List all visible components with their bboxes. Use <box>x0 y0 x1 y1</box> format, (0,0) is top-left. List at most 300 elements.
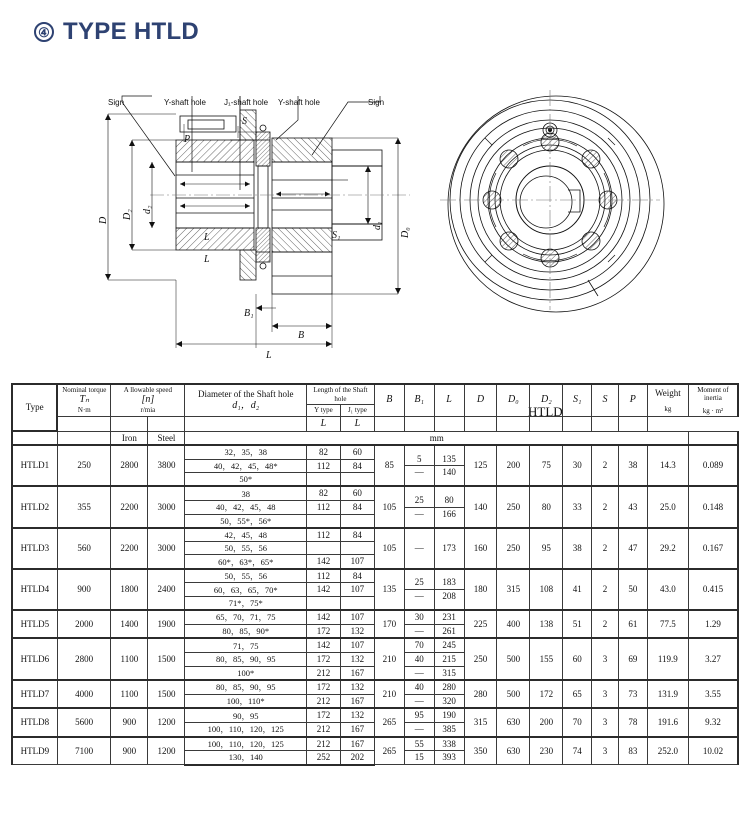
cell-B1-value: 25 <box>405 576 434 590</box>
cell-weight: 29.2 <box>647 528 688 569</box>
col-header-L-spacer <box>434 416 464 431</box>
cell-B1 <box>404 445 434 486</box>
cell-shaft-diameter: 80，85，90* <box>185 624 307 638</box>
col-header-shaft-hole-length: Length of the Shaft hole <box>306 384 374 405</box>
cell-L <box>434 708 464 736</box>
inertia-label: Moment of inertia <box>697 386 729 403</box>
dim-label-D0: D₀ <box>400 227 411 238</box>
cell-inertia: 0.148 <box>688 486 738 527</box>
cell-shaft-diameter: 38 <box>185 486 307 500</box>
nominal-torque-unit: N·m <box>77 406 91 415</box>
col-header-D: D <box>464 384 497 416</box>
cell-j1-length: 107 <box>340 610 374 624</box>
col-header-diameter-spacer <box>185 416 307 431</box>
cell-speed-steel: 1900 <box>148 610 185 638</box>
cell-S: 2 <box>592 486 619 527</box>
cell-S1: 51 <box>563 610 592 638</box>
cell-y-length: 142 <box>306 610 340 624</box>
cell-shaft-diameter: 40，42，45，48 <box>185 501 307 515</box>
cell-shaft-diameter: 65，70，71，75 <box>185 610 307 624</box>
cell-speed-iron: 1800 <box>111 569 148 610</box>
cell-S1: 65 <box>563 680 592 708</box>
cell-y-length: 252 <box>306 751 340 765</box>
cell-j1-length <box>340 514 374 528</box>
table-row <box>12 680 738 694</box>
dim-label-D: D <box>98 216 109 224</box>
dim-label-L-upper: L <box>204 232 210 243</box>
cell-B: 170 <box>374 610 404 638</box>
cell-shaft-diameter: 100，110* <box>185 694 307 708</box>
cell-D0: 315 <box>497 569 530 610</box>
cell-P: 69 <box>618 638 647 680</box>
specification-table-wrapper <box>11 383 739 766</box>
cell-shaft-diameter: 71，75 <box>185 638 307 652</box>
col-header-B: B <box>374 384 404 416</box>
cell-P: 43 <box>618 486 647 527</box>
cell-S1: 38 <box>563 528 592 569</box>
cell-B1-value: 25 <box>405 494 434 508</box>
col-header-B1: B₁ <box>404 384 434 416</box>
cell-D0: 630 <box>497 708 530 736</box>
cell-B1 <box>404 569 434 610</box>
cell-D0: 400 <box>497 610 530 638</box>
unit-mm: mm <box>185 431 688 445</box>
cell-D2: 80 <box>530 486 563 527</box>
cell-nominal-torque: 900 <box>57 569 111 610</box>
cell-inertia: 9.32 <box>688 708 738 736</box>
dim-label-S1: S₁ <box>332 230 341 241</box>
cell-weight: 25.0 <box>647 486 688 527</box>
cell-weight: 252.0 <box>647 737 688 765</box>
cell-D: 250 <box>464 638 497 680</box>
cell-nominal-torque: 7100 <box>57 737 111 765</box>
cell-nominal-torque: 250 <box>57 445 111 486</box>
inertia-unit: kg · m² <box>702 406 724 415</box>
callout-y-shaft-hole-right: Y-shaft hole <box>278 98 320 107</box>
col-header-weight <box>647 384 688 416</box>
cell-B1-value: — <box>414 508 424 519</box>
cell-shaft-diameter: 80，85，90，95 <box>185 652 307 666</box>
cell-y-length: 172 <box>306 708 340 722</box>
cell-L-value: 245 <box>435 639 464 653</box>
cell-weight: 131.9 <box>647 680 688 708</box>
cell-L-value: 261 <box>442 625 456 636</box>
cell-S1: 33 <box>563 486 592 527</box>
page-title <box>34 18 199 46</box>
cell-S: 3 <box>592 638 619 680</box>
col-header-S1-spacer <box>563 416 592 431</box>
table-row <box>12 445 738 459</box>
weight-unit: kg <box>664 404 672 413</box>
col-header-D0: D₀ <box>497 384 530 416</box>
cell-B1-value: 15 <box>414 752 424 763</box>
cell-L <box>434 445 464 486</box>
cell-y-length: 212 <box>306 722 340 736</box>
col-header-torque-spacer <box>57 416 111 431</box>
cell-j1-length: 167 <box>340 722 374 736</box>
cell-inertia: 3.27 <box>688 638 738 680</box>
cell-speed-steel: 2400 <box>148 569 185 610</box>
callout-sign-right: Sign <box>368 98 385 107</box>
cell-P: 47 <box>618 528 647 569</box>
cell-y-length: 142 <box>306 638 340 652</box>
cell-shaft-diameter: 80，85，90，95 <box>185 680 307 694</box>
cell-B1 <box>404 610 434 638</box>
cell-L-value: 173 <box>442 542 456 553</box>
cell-inertia: 1.29 <box>688 610 738 638</box>
cell-P: 73 <box>618 680 647 708</box>
cell-L <box>434 486 464 527</box>
cell-shaft-diameter: 50，55，56 <box>185 569 307 583</box>
cell-speed-steel: 1500 <box>148 680 185 708</box>
cell-speed-iron: 2200 <box>111 528 148 569</box>
cell-j1-length: 132 <box>340 680 374 694</box>
cell-B: 210 <box>374 680 404 708</box>
cell-speed-iron: 2800 <box>111 445 148 486</box>
cell-speed-steel: 3000 <box>148 486 185 527</box>
col-header-D2-spacer <box>530 416 563 431</box>
cell-type: HTLD9 <box>12 737 57 765</box>
cell-B1 <box>404 638 434 680</box>
cell-inertia: 0.167 <box>688 528 738 569</box>
cell-speed-iron: 1100 <box>111 638 148 680</box>
cell-S: 2 <box>592 610 619 638</box>
cell-D2: 108 <box>530 569 563 610</box>
cell-j1-length: 84 <box>340 569 374 583</box>
table-body <box>12 445 738 765</box>
col-header-shaft-diameter <box>185 384 307 416</box>
cell-y-length: 112 <box>306 501 340 515</box>
cell-D2: 230 <box>530 737 563 765</box>
cell-L-value: 190 <box>435 709 464 723</box>
dim-label-P: P <box>184 134 191 145</box>
cell-shaft-diameter: 71*，75* <box>185 597 307 611</box>
section-number-badge: ④ <box>34 22 54 42</box>
cell-P: 38 <box>618 445 647 486</box>
col-header-P-spacer <box>618 416 647 431</box>
cell-D2: 95 <box>530 528 563 569</box>
cell-B1-value: — <box>414 667 424 678</box>
cell-B: 105 <box>374 528 404 569</box>
cell-L-value: 135 <box>435 453 464 467</box>
page-title-text: TYPE HTLD <box>63 18 200 45</box>
cell-y-length: 172 <box>306 680 340 694</box>
cell-type: HTLD5 <box>12 610 57 638</box>
cell-B: 265 <box>374 737 404 765</box>
cell-S: 2 <box>592 569 619 610</box>
cell-B: 265 <box>374 708 404 736</box>
cell-type: HTLD1 <box>12 445 57 486</box>
cell-D2: 172 <box>530 680 563 708</box>
cell-B1-value: 40 <box>405 681 434 695</box>
col-header-speed-spacer2 <box>148 416 185 431</box>
cell-inertia: 0.089 <box>688 445 738 486</box>
cell-L-value: 183 <box>435 576 464 590</box>
cell-L-value: 208 <box>442 590 456 601</box>
cell-shaft-diameter: 90，95 <box>185 708 307 722</box>
cell-S: 3 <box>592 680 619 708</box>
cell-type: HTLD8 <box>12 708 57 736</box>
cell-type: HTLD2 <box>12 486 57 527</box>
cell-type: HTLD4 <box>12 569 57 610</box>
cell-nominal-torque: 560 <box>57 528 111 569</box>
cell-speed-iron: 1400 <box>111 610 148 638</box>
cell-L <box>434 638 464 680</box>
coupling-section-drawing <box>80 80 440 376</box>
table-header <box>12 384 738 445</box>
cell-D2: 75 <box>530 445 563 486</box>
cell-B: 135 <box>374 569 404 610</box>
dim-label-L-lower: L <box>204 254 210 265</box>
nominal-torque-label: Nominal torque <box>62 386 107 395</box>
col-header-L: L <box>434 384 464 416</box>
cell-shaft-diameter: 32，35，38 <box>185 445 307 459</box>
col-header-type: Type <box>12 384 57 431</box>
cell-L-value: 393 <box>442 752 456 763</box>
col-header-D0-spacer <box>497 416 530 431</box>
cell-j1-length: 84 <box>340 528 374 542</box>
cell-L <box>434 680 464 708</box>
col-header-y-length-symbol: L <box>306 416 340 431</box>
cell-B1-value: — <box>414 625 424 636</box>
cell-speed-iron: 900 <box>111 737 148 765</box>
allowable-speed-unit: r/mia <box>140 406 156 415</box>
cell-B1-value: 95 <box>405 709 434 723</box>
callout-y-shaft-hole-left: Y-shaft hole <box>164 98 206 107</box>
cell-P: 78 <box>618 708 647 736</box>
nominal-torque-symbol: Tₙ <box>79 394 90 406</box>
cell-inertia: 10.02 <box>688 737 738 765</box>
cell-D0: 250 <box>497 528 530 569</box>
cell-shaft-diameter: 50* <box>185 473 307 487</box>
cell-speed-steel: 1500 <box>148 638 185 680</box>
cell-shaft-diameter: 100，110，120，125 <box>185 737 307 751</box>
cell-shaft-diameter: 42，45，48 <box>185 528 307 542</box>
cell-shaft-diameter: 60*，63*，65* <box>185 555 307 569</box>
cell-j1-length <box>340 542 374 555</box>
cell-B1 <box>404 737 434 765</box>
cell-shaft-diameter: 50，55，56 <box>185 542 307 555</box>
cell-j1-length <box>340 597 374 611</box>
cell-nominal-torque: 2000 <box>57 610 111 638</box>
cell-speed-iron: 2200 <box>111 486 148 527</box>
callout-sign-left: Sign <box>108 98 125 107</box>
col-header-nominal-torque <box>57 384 111 416</box>
cell-speed-iron: 900 <box>111 708 148 736</box>
unit-steel: Steel <box>148 431 185 445</box>
cell-j1-length: 132 <box>340 652 374 666</box>
cell-D0: 250 <box>497 486 530 527</box>
col-header-j1-type: J₁ type <box>340 405 374 417</box>
cell-type: HTLD7 <box>12 680 57 708</box>
cell-j1-length: 84 <box>340 501 374 515</box>
cell-weight: 119.9 <box>647 638 688 680</box>
allowable-speed-label: A llowable speed <box>123 386 173 395</box>
cell-L-value: 385 <box>442 723 456 734</box>
dim-label-B: B <box>298 330 305 341</box>
cell-nominal-torque: 355 <box>57 486 111 527</box>
col-header-S: S <box>592 384 619 416</box>
drawing-caption: HTLD <box>528 404 563 419</box>
cell-j1-length: 132 <box>340 624 374 638</box>
cell-B1 <box>404 680 434 708</box>
cell-speed-steel: 1200 <box>148 708 185 736</box>
cell-L-value: 140 <box>442 467 456 478</box>
cell-D2: 155 <box>530 638 563 680</box>
cell-j1-length: 60 <box>340 486 374 500</box>
col-header-D-spacer <box>464 416 497 431</box>
cell-speed-steel: 1200 <box>148 737 185 765</box>
cell-shaft-diameter: 60，63，65，70* <box>185 583 307 597</box>
cell-B1-value: — <box>414 695 424 706</box>
cell-D: 160 <box>464 528 497 569</box>
col-header-allowable-speed <box>111 384 185 416</box>
cell-P: 83 <box>618 737 647 765</box>
table-row <box>12 569 738 583</box>
cell-type: HTLD3 <box>12 528 57 569</box>
table-row <box>12 528 738 542</box>
specification-table <box>11 383 739 766</box>
cell-B: 210 <box>374 638 404 680</box>
cell-D: 350 <box>464 737 497 765</box>
cell-j1-length: 167 <box>340 666 374 680</box>
cell-nominal-torque: 4000 <box>57 680 111 708</box>
dim-label-d2: d₂ <box>142 205 153 214</box>
col-header-y-type: Y type <box>306 405 340 417</box>
cell-D0: 630 <box>497 737 530 765</box>
units-type-blank <box>12 431 57 445</box>
cell-B1 <box>404 486 434 527</box>
cell-j1-length: 107 <box>340 638 374 652</box>
cell-weight: 43.0 <box>647 569 688 610</box>
cell-j1-length: 167 <box>340 737 374 751</box>
cell-B1 <box>404 708 434 736</box>
cell-j1-length: 107 <box>340 555 374 569</box>
cell-y-length <box>306 597 340 611</box>
cell-shaft-diameter: 40，42，45，48* <box>185 459 307 473</box>
col-header-S-spacer <box>592 416 619 431</box>
table-row <box>12 638 738 652</box>
cell-L-value: 215 <box>435 653 464 667</box>
cell-S1: 41 <box>563 569 592 610</box>
cell-y-length: 112 <box>306 528 340 542</box>
cell-B1-value: 5 <box>405 453 434 467</box>
cell-speed-steel: 3000 <box>148 528 185 569</box>
cell-S: 2 <box>592 528 619 569</box>
col-header-speed-spacer <box>111 416 148 431</box>
units-torque-blank <box>57 431 111 445</box>
cell-B1-value: — <box>414 542 424 553</box>
cell-D: 125 <box>464 445 497 486</box>
cell-B1-value: 40 <box>405 653 434 667</box>
cell-B1-value: 55 <box>405 738 434 752</box>
cell-y-length: 142 <box>306 555 340 569</box>
cell-L-value: 231 <box>435 611 464 625</box>
cell-inertia: 3.55 <box>688 680 738 708</box>
col-header-B-spacer <box>374 416 404 431</box>
cell-j1-length: 132 <box>340 708 374 722</box>
cell-L-value: 166 <box>442 508 456 519</box>
cell-nominal-torque: 5600 <box>57 708 111 736</box>
cell-B1-value: — <box>414 590 424 601</box>
cell-S: 2 <box>592 445 619 486</box>
cell-D: 140 <box>464 486 497 527</box>
callout-j1-shaft-hole: J₁-shaft hole <box>224 98 269 107</box>
cell-y-length: 172 <box>306 652 340 666</box>
cell-D0: 200 <box>497 445 530 486</box>
cell-S1: 70 <box>563 708 592 736</box>
table-row <box>12 610 738 624</box>
cell-P: 50 <box>618 569 647 610</box>
cell-P: 61 <box>618 610 647 638</box>
shaft-diameter-label: Diameter of the Shaft hole <box>197 389 294 400</box>
cell-shaft-diameter: 100* <box>185 666 307 680</box>
cell-L-value: 315 <box>442 667 456 678</box>
cell-weight: 77.5 <box>647 610 688 638</box>
cell-j1-length: 84 <box>340 459 374 473</box>
col-header-inertia <box>688 384 738 416</box>
cell-B1-value: 70 <box>405 639 434 653</box>
coupling-end-view-drawing <box>438 84 688 334</box>
cell-S1: 30 <box>563 445 592 486</box>
col-header-j1-length-symbol: L <box>340 416 374 431</box>
cell-S1: 74 <box>563 737 592 765</box>
cell-y-length: 212 <box>306 694 340 708</box>
cell-L-value: 280 <box>435 681 464 695</box>
cell-D: 280 <box>464 680 497 708</box>
cell-L <box>434 569 464 610</box>
dim-label-D2: D₂ <box>122 209 133 220</box>
unit-iron: Iron <box>111 431 148 445</box>
cell-L <box>434 610 464 638</box>
cell-y-length: 212 <box>306 666 340 680</box>
units-inertia-blank <box>688 431 738 445</box>
cell-L-value: 80 <box>435 494 464 508</box>
dim-label-B1: B₁ <box>244 308 254 319</box>
cell-j1-length: 107 <box>340 583 374 597</box>
cell-D0: 500 <box>497 638 530 680</box>
cell-speed-iron: 1100 <box>111 680 148 708</box>
cell-B: 85 <box>374 445 404 486</box>
dim-label-d1: d₁ <box>372 221 383 230</box>
weight-label: Weight <box>654 387 681 398</box>
cell-y-length <box>306 473 340 487</box>
cell-S: 3 <box>592 737 619 765</box>
cell-y-length: 172 <box>306 624 340 638</box>
cell-D2: 138 <box>530 610 563 638</box>
cell-B: 105 <box>374 486 404 527</box>
cell-j1-length <box>340 473 374 487</box>
cell-L-value: 338 <box>435 738 464 752</box>
cell-shaft-diameter: 50，55*，56* <box>185 514 307 528</box>
cell-inertia: 0.415 <box>688 569 738 610</box>
cell-y-length <box>306 542 340 555</box>
cell-B1-value: — <box>414 467 424 478</box>
cell-weight: 14.3 <box>647 445 688 486</box>
col-header-S1: S₁ <box>563 384 592 416</box>
cell-L <box>434 737 464 765</box>
cell-D2: 200 <box>530 708 563 736</box>
cell-D: 225 <box>464 610 497 638</box>
units-row <box>12 431 738 445</box>
table-row <box>12 708 738 722</box>
cell-j1-length: 60 <box>340 445 374 459</box>
table-row <box>12 486 738 500</box>
cell-D0: 500 <box>497 680 530 708</box>
cell-y-length: 212 <box>306 737 340 751</box>
cell-weight: 191.6 <box>647 708 688 736</box>
cell-S1: 60 <box>563 638 592 680</box>
